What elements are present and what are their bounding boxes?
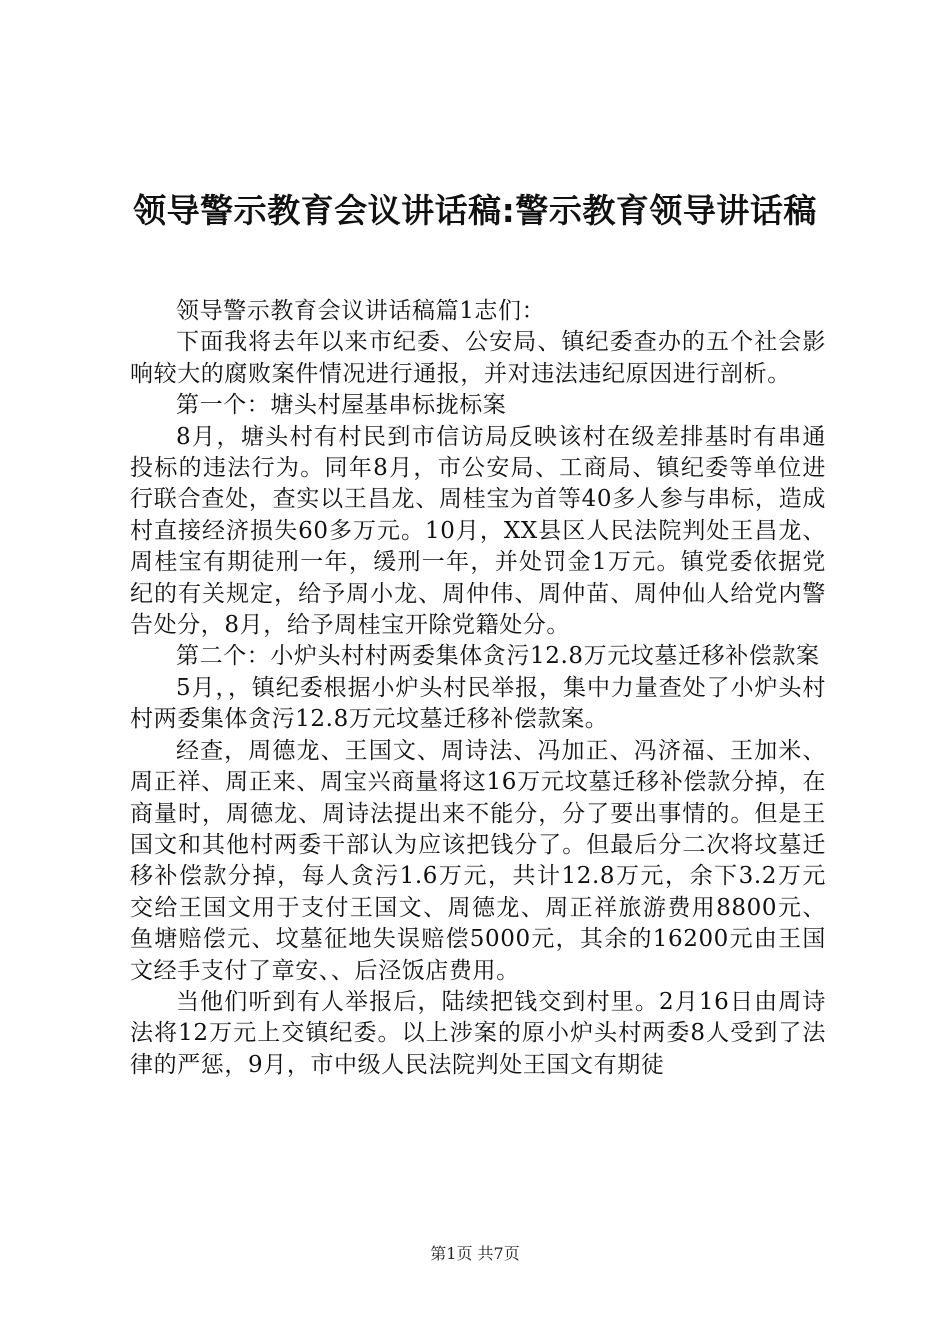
paragraph-overview: 下面我将去年以来市纪委、公安局、镇纪委查办的五个社会影响较大的腐败案件情况进行通报，并对违法违纪原因进行剖析。 [130,329,826,387]
paragraph-case-2-outcome: 当他们听到有人举报后，陆续把钱交到村里。2月16日由周诗法将12万元上交镇纪委。以上涉案的原小炉头村两委8人受到了法律的严惩，9月，市中级人民法院判处王国文有期徒 [130,988,826,1078]
document-body [130,296,826,1081]
document-title: 领导警示教育会议讲话稿:警示教育领导讲话稿 [133,191,817,230]
paragraph-case-1-heading: 第一个：塘头村屋基串标拢标案 [176,392,507,419]
paragraph-case-2-heading: 第二个：小炉头村村两委集体贪污12.8万元坟墓迁移补偿款案 [176,643,820,670]
paragraph-case-2-investigation: 经查，周德龙、王国文、周诗法、冯加正、冯济福、王加米、周正祥、周正来、周宝兴商量将这16万元坟墓迁移补偿款分掉，在商量时，周德龙、周诗法提出来不能分，分了要出事情的。但是王国文和其他村两委干部认为应该把钱分了。但最后分二次将坟墓迁移补偿款分掉，每人贪污1.6万元，共计12.8万元，余下3.2万元交给王国文用于支付王国文、周德龙、周正祥旅游费用8800元、鱼塘赔偿元、坟墓征地失误赔偿5000元，其余的16200元由王国文经手支付了章安、、后泾饭店费用。 [130,737,826,984]
paragraph-case-1-detail: 8月，塘头村有村民到市信访局反映该村在级差排基时有串通投标的违法行为。同年8月，市公安局、工商局、镇纪委等单位进行联合查处，查实以王昌龙、周桂宝为首等40多人参与串标，造成村直接经济损失60多万元。10月，XX县区人民法院判处王昌龙、周桂宝有期徒刑一年，缓刑一年，并处罚金1万元。镇党委依据党纪的有关规定，给予周小龙、周仲伟、周仲苗、周仲仙人给党内警告处分，8月，给予周桂宝开除党籍处分。 [130,423,826,639]
paragraph-case-2-summary: 5月，，镇纪委根据小炉头村民举报，集中力量查处了小炉头村村两委集体贪污12.8万元坟墓迁移补偿款案。 [130,674,826,733]
page-number-footer: 第1页 共7页 [430,1244,520,1263]
paragraph-intro: 领导警示教育会议讲话稿篇1志们： [176,298,546,324]
